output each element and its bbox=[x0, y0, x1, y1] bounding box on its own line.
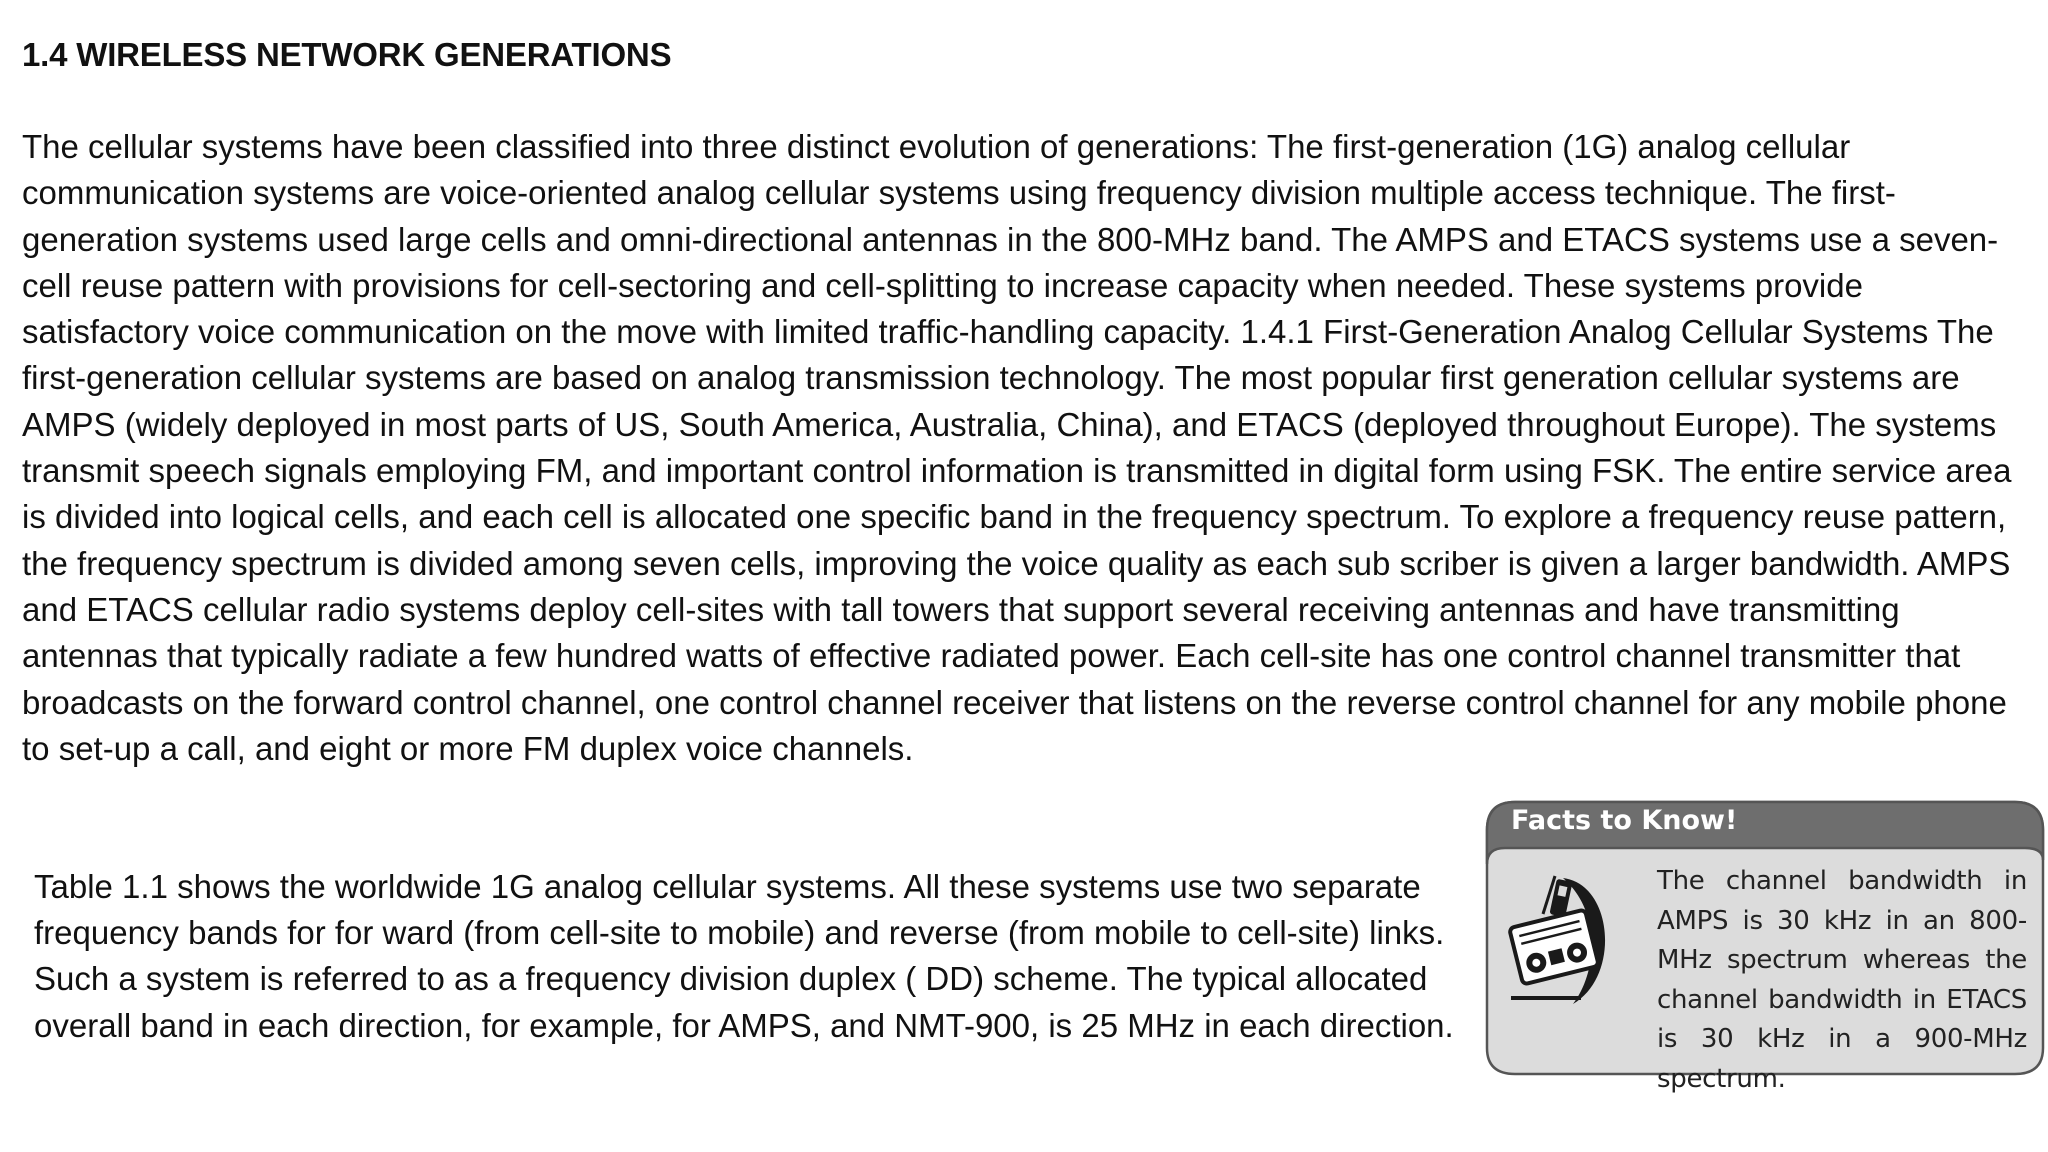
body-paragraph-main: The cellular systems have been classified into three distinct evolution of generations: The first-generation (1G) analog cellular communication systems are voice-oriented analog cellular systems using frequency division multiple access technique. The first-generation systems used large cells and omni-directional antennas in the 800-MHz band. The AMPS and ETACS systems use a seven-cell reuse pattern with provisions for cell-sectoring and cell-splitting to increase capacity when needed. These systems provide satisfactory voice communication on the move with limited traffic-handling capacity. 1.4.1 First-Generation Analog Cellular Systems The first-generation cellular systems are based on analog transmission technology. The most popular first generation cellular systems are AMPS (widely deployed in most parts of US, South America, Australia, China), and ETACS (deployed throughout Europe). The systems transmit speech signals employing FM, and important control information is transmitted in digital form using FSK. The entire service area is divided into logical cells, and each cell is allocated one specific band in the frequency spectrum. To explore a frequency reuse pattern, the frequency spectrum is divided among seven cells, improving the voice quality as each sub scriber is given a larger bandwidth. AMPS and ETACS cellular radio systems deploy cell-sites with tall towers that support several receiving antennas and have transmitting antennas that typically radiate a few hundred watts of effective radiated power. Each cell-site has one control channel transmitter that broadcasts on the forward control channel, one control channel receiver that listens on the reverse control channel for any mobile phone to set-up a call, and eight or more FM duplex voice channels. bbox=[22, 128, 2012, 767]
facts-box-title: Facts to Know! bbox=[1511, 805, 1738, 836]
section-title: 1.4 WIRELESS NETWORK GENERATIONS bbox=[22, 36, 672, 73]
facts-to-know-box bbox=[1485, 800, 2045, 1094]
radio-phone-icon bbox=[1503, 866, 1623, 1016]
body-paragraph-table-reference: Table 1.1 shows the worldwide 1G analog cellular systems. All these systems use two separate frequency bands for for ward (from cell-site to mobile) and reverse (from mobile to cell-site) links. Such a system is referred to as a frequency division duplex ( DD) scheme. The typical allocated overall band in each direction, for example, for AMPS, and NMT-900, is 25 MHz in each direction. bbox=[34, 868, 1454, 1044]
facts-box-text: The channel bandwidth in AMPS is 30 kHz in an 800-MHz spectrum whereas the channel bandwidth in ETACS is 30 kHz in a 900-MHz spectrum. bbox=[1657, 866, 2027, 1094]
